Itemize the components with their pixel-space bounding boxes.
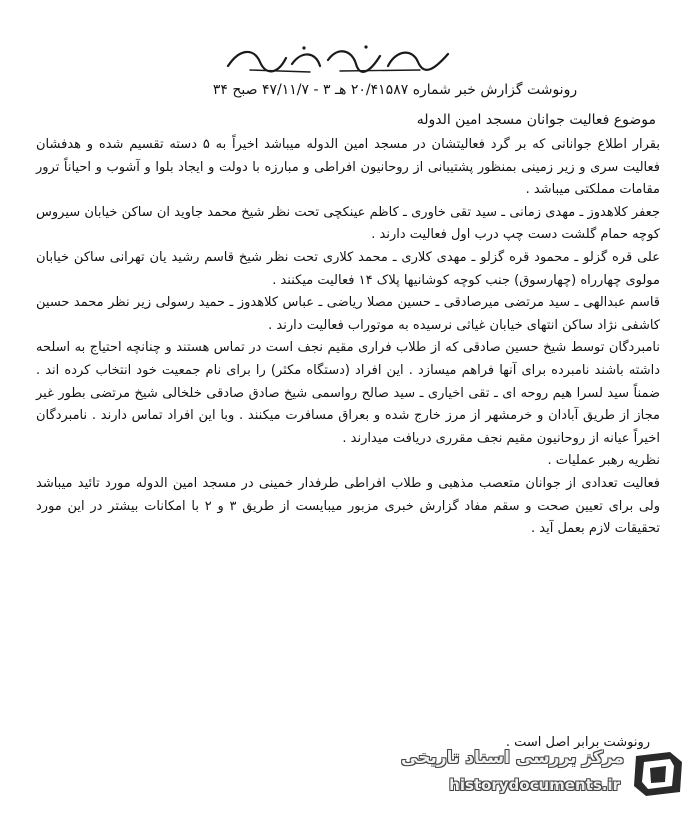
paragraph-6: نظریه رهبر عملیات . — [547, 453, 660, 469]
archive-logo-icon — [630, 748, 686, 800]
paragraph-4: قاسم عبدالهی ـ سید مرتضی میرصادقی ـ حسین مصلا ریاضی ـ عباس کلاهدوز ـ حمید رسولی زیر نظر محمد حسین کاشفی نژاد ساکن انتهای خیابان غیاثی نرسیده به موتوراب فعالیت دارند . — [36, 295, 660, 333]
paragraph-7: فعالیت تعدادی از جوانان متعصب مذهبی و طلاب افراطی طرفدار خمینی در مسجد امین الدوله مورد تائید میباشد ولی برای تعیین صحت و سقم مفاد گزارش خبری مزبور میبایست از طریق ۳ و ۲ با امکانات بیشتر در این مورد تحقیقات لازم بعمل آید . — [36, 475, 660, 537]
report-body — [36, 134, 660, 541]
subject-line: موضوع فعالیت جوانان مسجد امین الدوله — [416, 112, 656, 128]
paragraph-5: نامبردگان توسط شیخ حسین صادقی که از طلاب فراری مقیم نجف است در تماس هستند و چنانچه احتیاج به اسلحه داشته باشند نامبرده برای آنها فراهم میسازد . این افراد (دستگاه مکثر) را برای نام جمعیت خود انتخاب کرده اند . ضمناً سید لسرا هیم روحه ای ـ تقی اخیاری ـ سید صالح رواسمی شیخ صادق صادقی خلخالی شیخ مرتضی بطور غیر مجاز از طریق آبادان و خرمشهر از مرز خارج شده و بعراق مسافرت میکنند . وبا این افراد تماس دارند . نامبردگان اخیراً عیانه از روحانیون مقیم نجف مقرری دریافت میدارند . — [36, 340, 660, 446]
watermark-site: historydocuments.ir — [449, 776, 620, 794]
paragraph-3: علی قره گزلو ـ محمود قره گزلو ـ مهدی کلاری ـ محمد کلاری تحت نظر شیخ قاسم رشید یان تهرانی ساکن خیابان مولوی چهارراه (چهارسوق) جنب کوچه کوشانیها پلاک ۱۴ فعالیت میکنند . — [36, 249, 660, 288]
paragraph-2: جعفر کلاهدوز ـ مهدی زمانی ـ سید تقی خاوری ـ کاظم عینکچی تحت نظر شیخ محمد جاوید ان ساکن خیابان سیروس کوچه حمام گلشت دست چپ درب اول فعالیت دارند . — [36, 204, 660, 243]
reference-line: رونوشت گزارش خبر شماره ۲۰/۴۱۵۸۷ هـ ۳ - ۴۷/۱۱/۷ صبح ۳۴ — [212, 82, 578, 98]
signature-line: رونوشت برابر اصل است . — [505, 735, 650, 750]
paragraph-1: بقرار اطلاع جوانانی که بر گرد فعالیتشان در مسجد امین الدوله میباشد اخیراً به ۵ دسته تقسیم شده و هدفشان فعالیت سری و زیر زمینی بمنظور پشتیبانی از روحانیون افراطی و مبارزه با دولت و ایجاد بلوا و آشوب و احیاناً ترور مقامات مملکتی میباشد . — [36, 137, 661, 198]
watermark-name: مرکز بررسی اسناد تاریخی — [401, 748, 624, 768]
archive-watermark — [401, 742, 694, 806]
handwritten-confidential-title — [220, 40, 460, 80]
